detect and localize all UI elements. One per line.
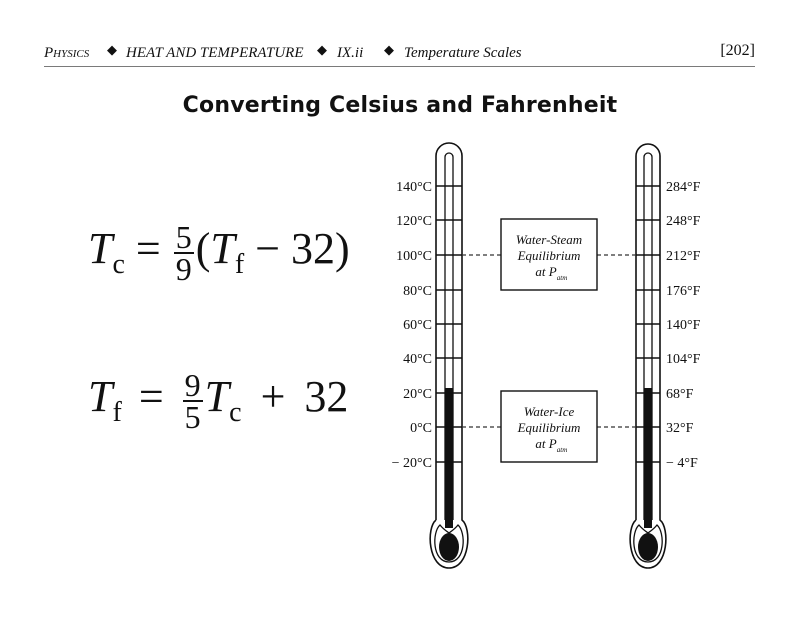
box1-line3: at P [535, 264, 557, 279]
fahrenheit-label: 248°F [666, 214, 701, 229]
header-separator: ◆ [384, 42, 394, 57]
celsius-scale-labels [392, 180, 432, 471]
eq2-frac-num: 9 [184, 367, 201, 403]
fahrenheit-label: 104°F [666, 352, 701, 367]
celsius-label: 0°C [410, 421, 432, 436]
header-subject: Physics [44, 45, 90, 61]
header-topic: Temperature Scales [404, 45, 522, 61]
eq2-lhs-sub: f [112, 397, 122, 429]
box1-sub: atm [556, 274, 568, 282]
eq1-frac-den: 9 [175, 251, 192, 287]
fahrenheit-label: 212°F [666, 249, 701, 264]
celsius-label: 100°C [396, 249, 432, 264]
celsius-label: 60°C [403, 318, 432, 333]
box2-sub: atm [556, 446, 568, 454]
header-separator: ◆ [317, 42, 327, 57]
fahrenheit-label: − 4°F [666, 456, 698, 471]
eq1-open-paren: ( [195, 224, 211, 274]
box1-line2: Equilibrium [517, 248, 581, 263]
celsius-label: − 20°C [391, 456, 432, 471]
celsius-thermometer [430, 143, 468, 568]
box2-line3: at P [535, 436, 557, 451]
eq1-var-sub: f [234, 249, 245, 281]
eq2-const: 32 [304, 372, 349, 422]
box1-line1: Water-Steam [515, 232, 583, 247]
page-number: [202] [720, 42, 755, 59]
eq2-equals: = [138, 372, 164, 422]
eq2-frac-den: 5 [184, 399, 201, 435]
eq1-frac-num: 5 [175, 219, 192, 255]
page-title: Converting Celsius and Fahrenheit [182, 93, 618, 118]
eq2-var-sub: c [229, 397, 242, 429]
celsius-label: 40°C [403, 352, 432, 367]
celsius-label: 140°C [396, 180, 432, 195]
header-section: IX.ii [337, 45, 364, 61]
eq2-var: T [204, 372, 230, 422]
celsius-label: 120°C [396, 214, 432, 229]
eq1-equals: = [135, 224, 161, 274]
header-chapter: HEAT AND TEMPERATURE [126, 45, 304, 61]
eq1-var: T [210, 224, 235, 274]
eq1-const: 32 [291, 224, 336, 274]
fahrenheit-label: 140°F [666, 318, 701, 333]
eq2-lhs-var: T [88, 372, 113, 422]
eq1-lhs-sub: c [112, 249, 125, 281]
eq1-close-paren: ) [335, 224, 350, 274]
eq2-op: + [260, 372, 286, 422]
eq1-op: − [255, 224, 281, 274]
fahrenheit-label: 176°F [666, 284, 701, 299]
box2-line1: Water-Ice [523, 404, 575, 419]
box2-line2: Equilibrium [517, 420, 581, 435]
fahrenheit-label: 32°F [666, 421, 694, 436]
fahrenheit-scale-labels [666, 180, 701, 471]
fahrenheit-label: 68°F [666, 387, 694, 402]
fahrenheit-label: 284°F [666, 180, 701, 195]
celsius-label: 80°C [403, 284, 432, 299]
celsius-label: 20°C [403, 387, 432, 402]
eq1-lhs-var: T [88, 224, 113, 274]
fahrenheit-thermometer [630, 144, 666, 568]
header-separator: ◆ [107, 42, 117, 57]
